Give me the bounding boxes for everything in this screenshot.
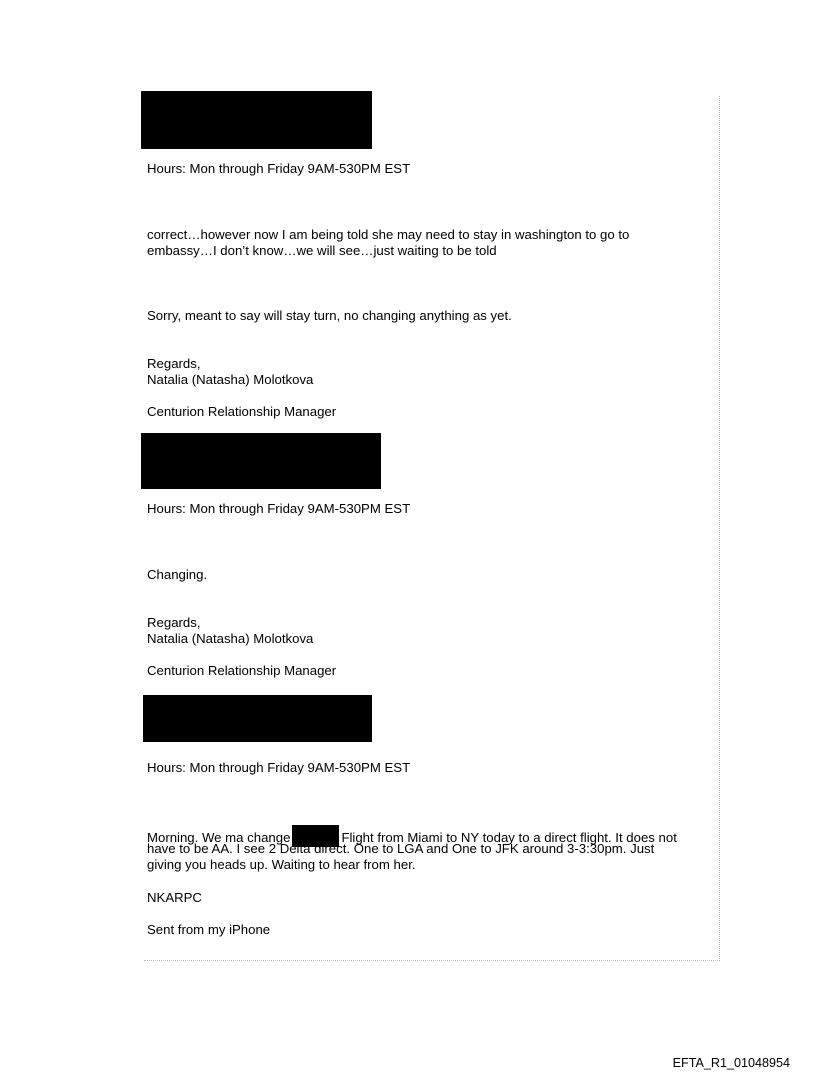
hours-line-1: Hours: Mon through Friday 9AM-530PM EST — [147, 161, 411, 176]
signature-name-1: Natalia (Natasha) Molotkova — [147, 372, 314, 387]
hours-line-2: Hours: Mon through Friday 9AM-530PM EST — [147, 501, 411, 516]
signature-title-1: Centurion Relationship Manager — [147, 404, 337, 419]
message-1-line-2: embassy…I don’t know…we will see…just waiting to be told — [147, 243, 497, 258]
message-1-line-1: correct…however now I am being told she may need to stay in washington to go to — [147, 227, 630, 242]
signature-name-2: Natalia (Natasha) Molotkova — [147, 631, 314, 646]
message-3: Changing. — [147, 567, 208, 582]
regards-1: Regards, — [147, 356, 201, 371]
sent-from: Sent from my iPhone — [147, 922, 271, 937]
message-4-line-1-after: Flight from Miami to NY today to a direct flight. It does not — [341, 830, 677, 845]
redaction-block-2 — [141, 433, 381, 489]
document-id: EFTA_R1_01048954 — [672, 1056, 790, 1070]
sender-tag: NKARPC — [147, 890, 202, 905]
message-2: Sorry, meant to say will stay turn, no changing anything as yet. — [147, 308, 512, 323]
signature-title-2: Centurion Relationship Manager — [147, 663, 337, 678]
message-4-line-3: giving you heads up. Waiting to hear from her. — [147, 857, 416, 872]
message-4-line-1-before: Morning. We ma change — [147, 830, 291, 845]
regards-2: Regards, — [147, 615, 201, 630]
redaction-block-1 — [141, 91, 372, 149]
redaction-block-3 — [143, 695, 372, 742]
hours-line-3: Hours: Mon through Friday 9AM-530PM EST — [147, 760, 411, 775]
message-4-line-2: have to be AA. I see 2 Delta direct. One to LGA and One to JFK around 3-3:30pm. Just — [147, 841, 655, 856]
